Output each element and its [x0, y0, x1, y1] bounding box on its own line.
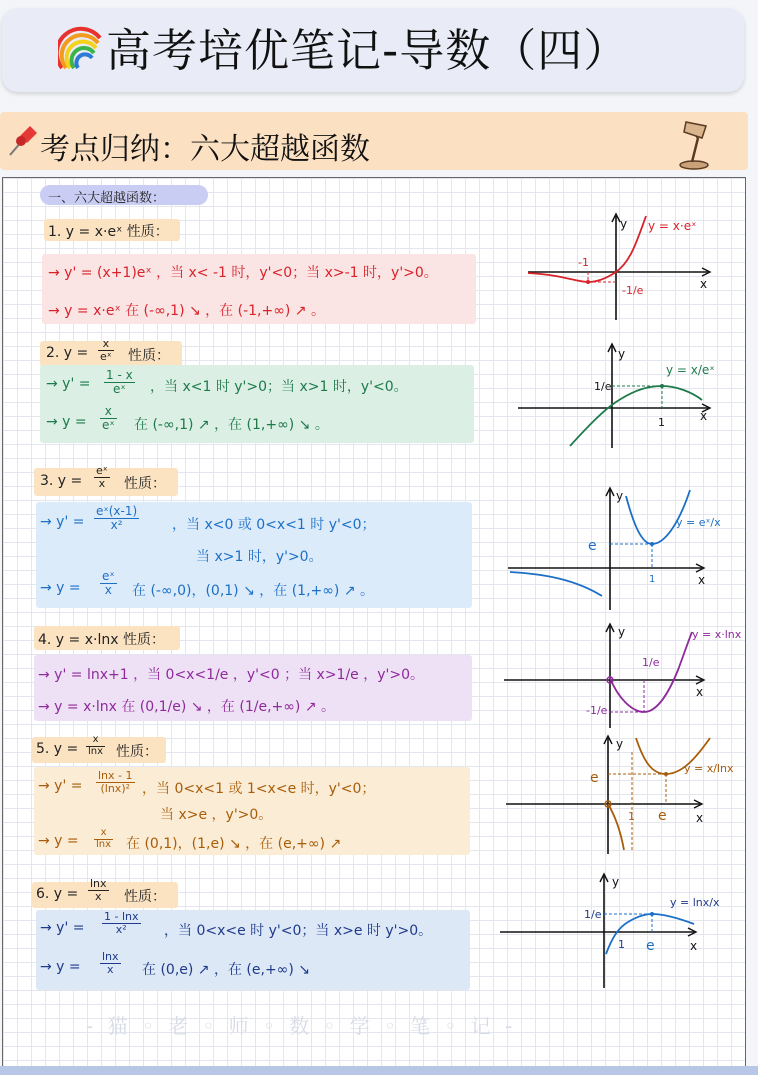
rainbow-icon: [58, 26, 102, 70]
f6-line2-prefix: → y =: [40, 959, 81, 975]
f3-axis-x: x: [698, 573, 706, 587]
f1-func-label: y = x·eˣ: [648, 219, 697, 233]
subtitle: 考点归纳：六大超越函数: [40, 132, 370, 167]
f5-axis-y: y: [616, 737, 624, 751]
f5-mark-e-x: e: [658, 808, 667, 824]
f6-line2-suffix: 在 (0,e) ↗ ，在 (e,+∞) ↘: [142, 962, 310, 978]
bottom-band: [0, 1066, 758, 1075]
f5-graph: [504, 732, 748, 856]
f2-graph: [516, 340, 720, 452]
f3-line1b: 当 x>1 时，y'>0。: [196, 549, 323, 565]
f2-heading-suffix: 性质：: [128, 348, 170, 364]
f2-line1-suffix: ，当 x<1 时 y'>0；当 x>1 时，y'<0。: [150, 379, 408, 395]
f3-mark-e: e: [588, 538, 597, 554]
f5-heading-suffix: 性质：: [116, 744, 158, 760]
f6-heading-frac: $\frac{\ln x}{x}$: [90, 877, 107, 903]
f2-mark-1: 1: [658, 416, 665, 429]
f3-func-label: y = eˣ/x: [676, 516, 721, 529]
f5-line1-frac: $\frac{\ln x - 1}{\text{(lnx)²}}$: [98, 769, 133, 795]
f5-axis-x: x: [696, 811, 704, 825]
f3-line1-frac: $\frac{\text{eˣ(x-1)}}{\text{x²}}$: [96, 504, 138, 532]
f6-axis-y: y: [612, 875, 620, 889]
f2-axis-x: x: [700, 409, 708, 423]
f2-axis-y: y: [618, 347, 626, 361]
f3-heading-suffix: 性质：: [124, 476, 166, 492]
f2-func-label: y = x/eˣ: [666, 363, 715, 377]
f1-graph: [524, 206, 724, 326]
f5-line2-frac: $\frac{x}{\ln x}$: [96, 827, 112, 850]
f6-line1-suffix: ，当 0<x<e 时 y'<0；当 x>e 时 y'>0。: [164, 923, 433, 939]
f5-line2-prefix: → y =: [38, 833, 79, 849]
f3-graph: [506, 486, 726, 612]
f4-mark-inv-e: 1/e: [642, 656, 660, 669]
f5-heading-prefix: 5. y =: [36, 741, 79, 757]
page-title: 高考培优笔记-导数（四）: [106, 24, 630, 77]
f3-mark-1: 1: [649, 574, 656, 585]
f1-axis-y: y: [620, 217, 628, 231]
f4-line2: → y = x·lnx 在 (0,1/e) ↘ ，在 (1/e,+∞) ↗ 。: [38, 699, 336, 715]
f4-axis-y: y: [618, 625, 626, 639]
f6-line2-frac: $\frac{\ln x}{x}$: [102, 950, 119, 976]
f6-mark-e: e: [646, 938, 655, 954]
f1-line2: → y = x·eˣ 在 (-∞,1) ↘ ，在 (-1,+∞) ↗ 。: [48, 303, 325, 319]
f6-heading-suffix: 性质：: [124, 889, 166, 905]
f2-heading-frac: $\frac{x}{\text{eˣ}}$: [100, 337, 112, 363]
f1-axis-x: x: [700, 277, 708, 291]
desk-lamp-icon: [676, 118, 722, 170]
f5-mark-e-y: e: [590, 770, 599, 786]
f6-line1-frac: $\frac{1 - \ln x}{\text{x²}}$: [104, 910, 139, 936]
f3-line2-suffix: 在 (-∞,0)，(0,1) ↘ ，在 (1,+∞) ↗ 。: [132, 583, 375, 599]
f6-heading-prefix: 6. y =: [36, 886, 79, 902]
f5-mark-1: 1: [628, 810, 635, 823]
section-heading: 一、六大超越函数：: [48, 191, 166, 206]
f3-line2-prefix: → y =: [40, 580, 81, 596]
f2-mark-inv-e: 1/e: [594, 380, 612, 393]
f1-heading: 1. y = x·eˣ 性质：: [48, 224, 169, 240]
f2-line1-prefix: → y' =: [46, 376, 91, 392]
watermark: - 猫 ◦ 老 ◦ 师 ◦ 数 ◦ 学 ◦ 笔 ◦ 记 -: [86, 1014, 517, 1038]
f2-line2-frac: $\frac{x}{\text{eˣ}}$: [102, 404, 115, 432]
f4-mark-neg-inv-e: -1/e: [586, 704, 608, 717]
f6-graph: [498, 870, 728, 992]
f3-line1-suffix: ，当 x<0 或 0<x<1 时 y'<0；: [172, 517, 376, 533]
f6-axis-x: x: [690, 939, 698, 953]
f5-line2-suffix: 在 (0,1)，(1,e) ↘ ，在 (e,+∞) ↗: [126, 836, 342, 852]
f1-line1: → y' = (x+1)eˣ ，当 x< -1 时，y'<0；当 x>-1 时，y'>0。: [48, 265, 438, 281]
f5-line1-suffix: ，当 0<x<1 或 1<x<e 时，y'<0；: [142, 781, 376, 797]
f2-line1-frac: $\frac{1 - x}{\text{eˣ}}$: [106, 368, 133, 396]
subtitle-banner: [0, 112, 748, 170]
f1-mark-neg1: -1: [578, 256, 589, 269]
f2-line2-prefix: → y =: [46, 414, 87, 430]
f3-line1-prefix: → y' =: [40, 514, 85, 530]
f5-line1-prefix: → y' =: [38, 778, 83, 794]
f4-axis-x: x: [696, 685, 704, 699]
pushpin-icon: [6, 122, 40, 158]
f4-graph: [502, 620, 746, 730]
f1-mark-neg-inv-e: -1/e: [622, 284, 644, 297]
f6-func-label: y = lnx/x: [670, 896, 720, 909]
f4-line1: → y' = lnx+1 ，当 0<x<1/e ，y'<0 ；当 x>1/e ，y'>0。: [38, 667, 425, 683]
f2-heading-prefix: 2. y =: [46, 345, 89, 361]
f4-heading: 4. y = x·lnx 性质：: [38, 632, 165, 648]
f6-mark-1: 1: [618, 938, 625, 951]
f6-line1-prefix: → y' =: [40, 920, 85, 936]
f3-heading-prefix: 3. y =: [40, 473, 83, 489]
f5-func-label: y = x/lnx: [684, 762, 734, 775]
f4-func-label: y = x·lnx: [692, 628, 742, 641]
f3-line2-frac: $\frac{\text{eˣ}}{x}$: [102, 569, 115, 597]
f3-axis-y: y: [616, 489, 624, 503]
f5-heading-frac: $\frac{x}{\ln x}$: [88, 734, 104, 757]
f6-mark-inv-e: 1/e: [584, 908, 602, 921]
f2-line2-suffix: 在 (-∞,1) ↗ ，在 (1,+∞) ↘ 。: [134, 417, 329, 433]
f3-heading-frac: $\frac{\text{eˣ}}{x}$: [96, 464, 108, 490]
f5-line1b: 当 x>e ，y'>0。: [160, 807, 273, 823]
